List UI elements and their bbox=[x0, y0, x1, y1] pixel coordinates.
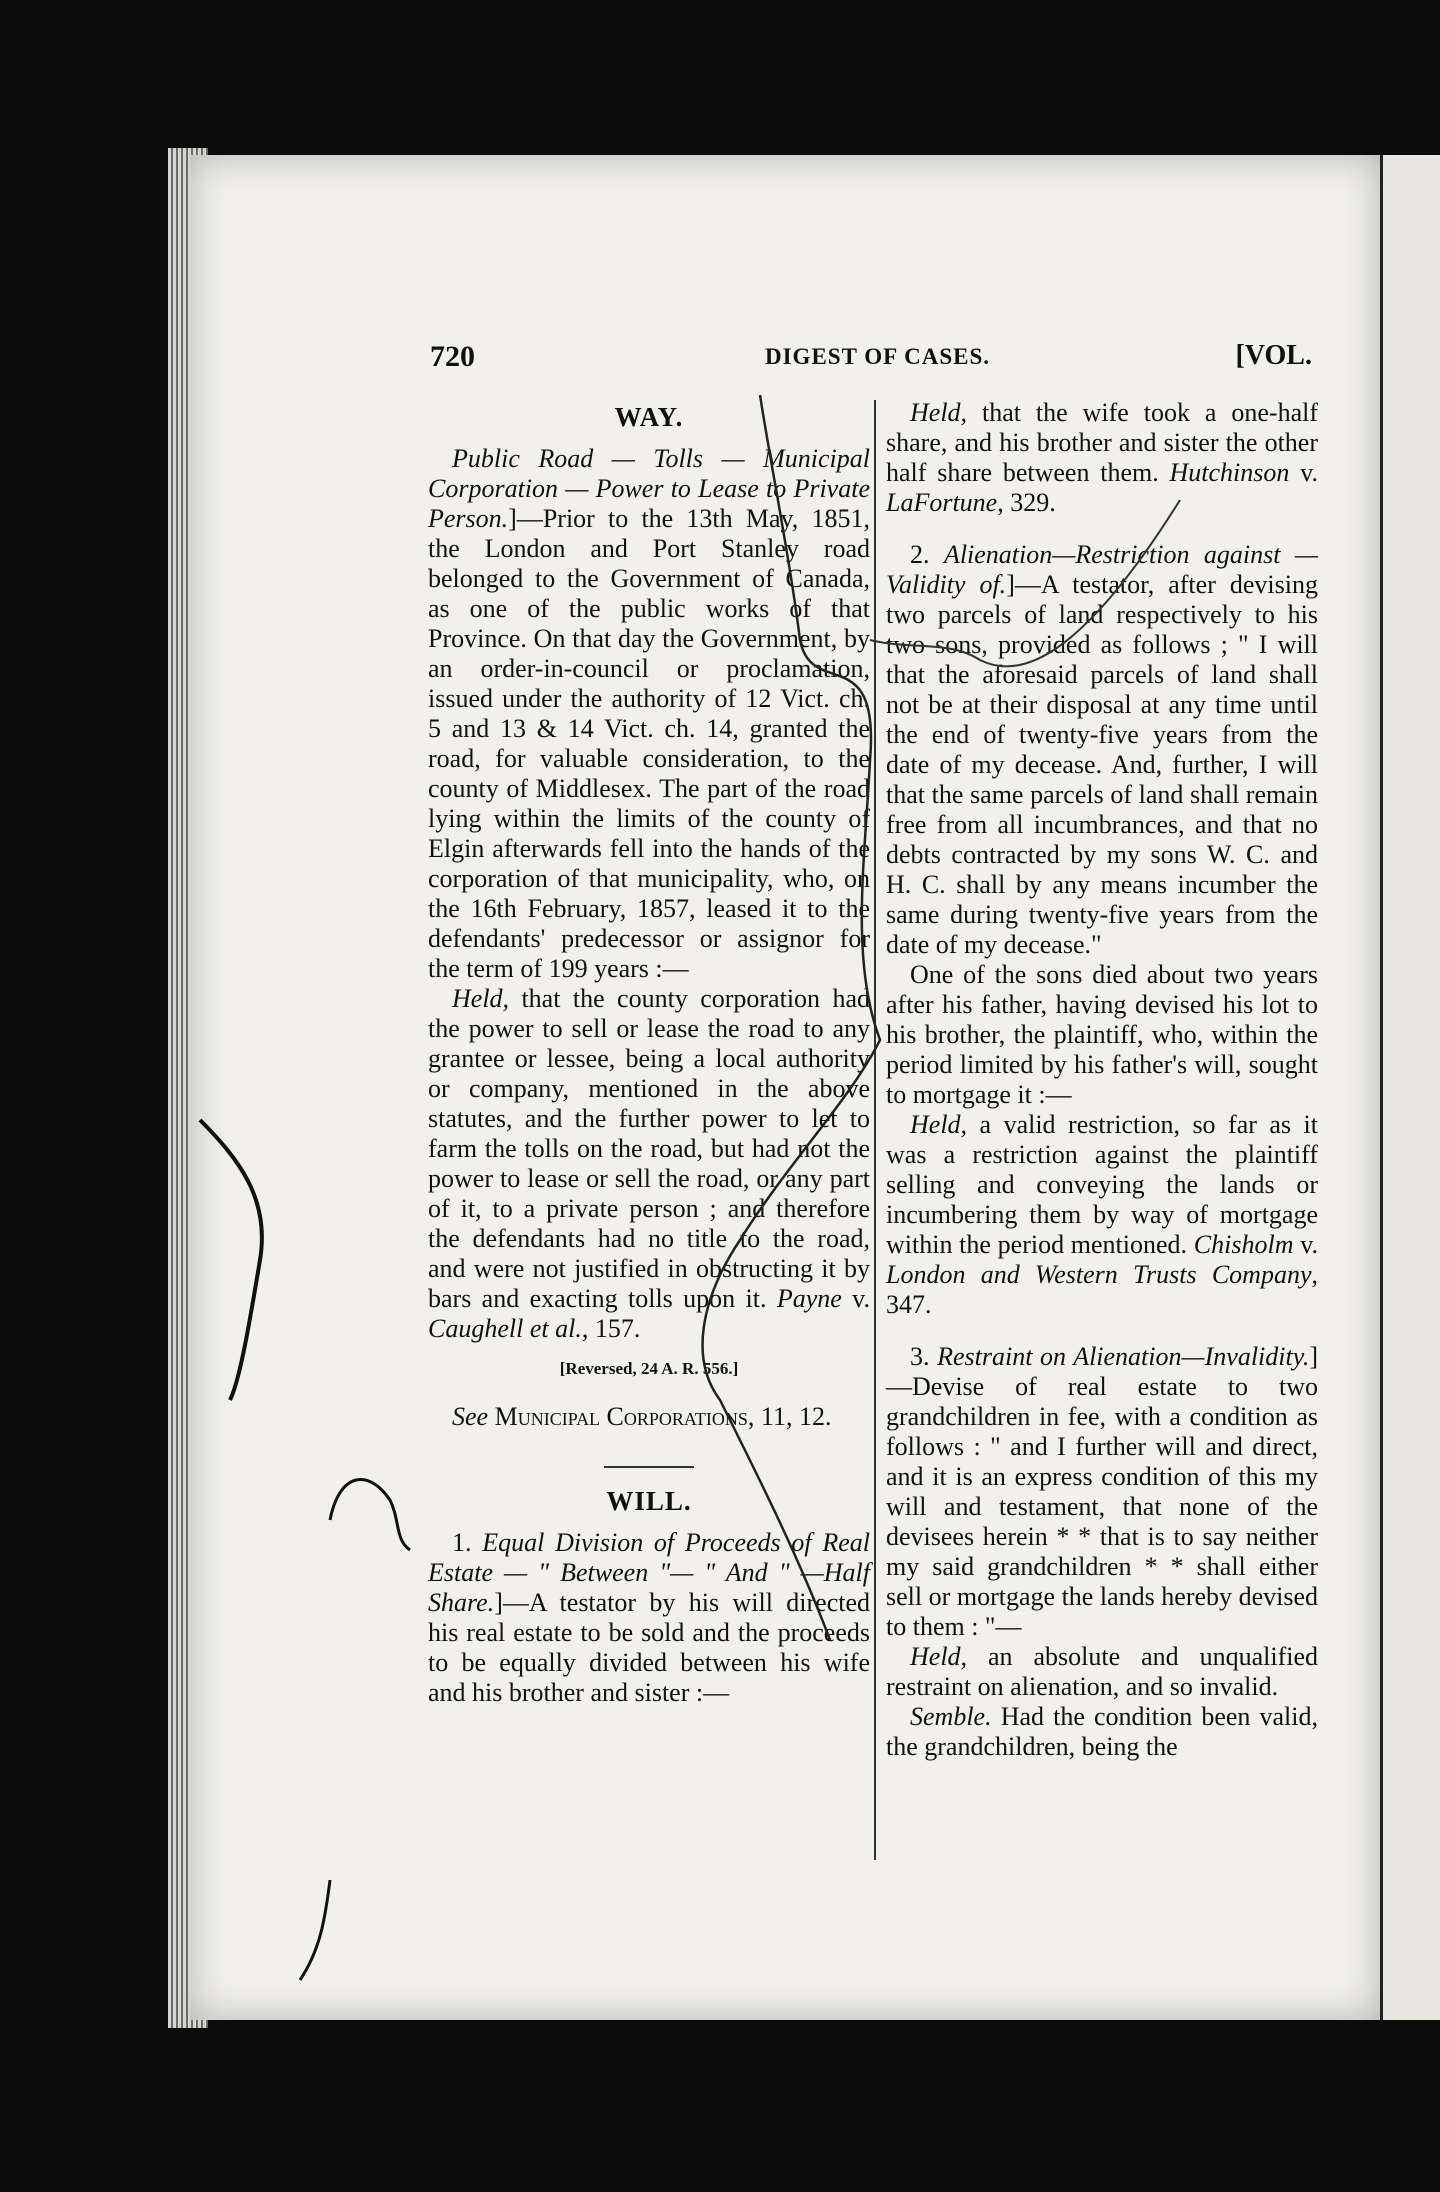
case-v: v. bbox=[1293, 1230, 1319, 1259]
held-label: Held, bbox=[910, 1642, 968, 1671]
case-name: Payne bbox=[776, 1284, 842, 1313]
held-body: an absolute and unqualified restraint on alienation, and so invalid. bbox=[886, 1642, 1318, 1701]
held-label: Held, bbox=[910, 398, 968, 427]
held-label: Held, bbox=[910, 1110, 968, 1139]
will-entry-2 bbox=[886, 540, 1318, 960]
way-entry-1 bbox=[428, 444, 870, 984]
entry-body: ]—Devise of real estate to two grandchildren in fee, with a condition as follows : " and I further will and direct, and it is an express condition of this my will and testament, that none of the devisees herein * * that is to say neither my said grandchildren * * shall either sell or mortgage the lands hereby devised to them : "— bbox=[886, 1342, 1318, 1641]
adjacent-page-strip bbox=[1380, 155, 1440, 2020]
way-entry-1-held bbox=[428, 984, 870, 1344]
entry-body: ]—Prior to the 13th May, 1851, the London and Port Stanley road belonged to the Government of Canada, as one of the public works of that Province. On that day the Government, by an order-in-council or proclamation, issued under the authority of 12 Vict. ch. 5 and 13 & 14 Vict. ch. 14, granted the road, for valuable consideration, to the county of Middlesex. The part of the road lying within the limits of the county of Elgin afterwards fell into the hands of the corporation of that municipality, who, on the 16th February, 1857, leased it to the defendants' predecessor or assignor for the term of 199 years :— bbox=[428, 504, 870, 983]
held-body: a valid restriction, so far as it was a restriction against the plaintiff selling and conveying the lands or incumbering them by way of mortgage within the period mentioned. bbox=[886, 1110, 1318, 1259]
case-page: , 347. bbox=[886, 1260, 1318, 1319]
will-entry-3-semble bbox=[886, 1702, 1318, 1762]
case-page: , 157. bbox=[581, 1314, 641, 1343]
will-entry-2-facts: One of the sons died about two years after his father, having devised his lot to his brother, the plaintiff, who, within the period limited by his father's will, sought to mortgage it :— bbox=[886, 960, 1318, 1109]
case-name-2: LaFortune bbox=[886, 488, 998, 517]
will-entry-1-held bbox=[886, 398, 1318, 518]
section-rule bbox=[604, 1466, 694, 1468]
running-title: DIGEST OF CASES. bbox=[765, 344, 990, 369]
case-name: Chisholm bbox=[1193, 1230, 1294, 1259]
section-heading-will: WILL. bbox=[606, 1486, 692, 1516]
case-name-2: Caughell et al. bbox=[428, 1314, 582, 1343]
see-numbers: , 11, 12. bbox=[747, 1402, 832, 1431]
case-page: , 329. bbox=[997, 488, 1056, 517]
entry-title: Public Road — Tolls — Municipal Corporation — Power to Lease to Private Person. bbox=[428, 444, 870, 533]
see-also-ref bbox=[428, 1402, 870, 1432]
right-column bbox=[886, 398, 1318, 1762]
semble-label: Semble. bbox=[910, 1702, 992, 1731]
semble-body: Had the condition been valid, the grandchildren, being the bbox=[886, 1702, 1318, 1761]
will-entry-2-held bbox=[886, 1110, 1318, 1320]
volume-label: [VOL. bbox=[1235, 340, 1312, 371]
held-body: that the wife took a one-half share, and his brother and sister the other half share between them. bbox=[886, 398, 1318, 487]
page-header bbox=[430, 340, 1312, 380]
entry-title: Equal Division of Proceeds of Real Estate — " Between "— " And " —Half Share. bbox=[428, 1528, 871, 1617]
column-divider bbox=[874, 400, 876, 1860]
see-reference: Municipal Corporations bbox=[488, 1402, 748, 1431]
held-label: Held, bbox=[452, 984, 510, 1013]
entry-title: Alienation—Restriction against —Validity of. bbox=[886, 540, 1319, 599]
case-v: v. bbox=[841, 1284, 870, 1313]
will-entry-3-held bbox=[886, 1642, 1318, 1702]
entry-body: ]—A testator by his will directed his real estate to be sold and the proceeds to be equally divided between his wife and his brother and sister :— bbox=[428, 1588, 870, 1707]
entry-body: ]—A testator, after devising two parcels of land respectively to his two sons, provided as follows ; " I will that the aforesaid parcels of land shall not be at their disposal at any time until the end of twenty-five years from the date of my decease. And, further, I will that the same parcels of land shall remain free from all incumbrances, and that no debts contracted by my sons W. C. and H. C. shall by any means incumber the same during twenty-five years from the date of my decease." bbox=[886, 570, 1318, 959]
see-label: See bbox=[452, 1402, 489, 1431]
case-name: Hutchinson bbox=[1169, 458, 1290, 487]
left-column bbox=[428, 398, 870, 1708]
will-entry-1 bbox=[428, 1528, 870, 1708]
entry-title: Restraint on Alienation—Invalidity. bbox=[937, 1342, 1310, 1371]
will-entry-3 bbox=[886, 1342, 1318, 1642]
case-name-2: London and Western Trusts Company bbox=[886, 1260, 1312, 1289]
section-heading-way: WAY. bbox=[614, 402, 684, 432]
entry-number: 1. bbox=[452, 1528, 483, 1557]
case-v: v. bbox=[1289, 458, 1318, 487]
entry-number: 3. bbox=[910, 1342, 938, 1371]
entry-number: 2. bbox=[910, 540, 944, 569]
page-number: 720 bbox=[430, 340, 475, 373]
reversed-note: [Reversed, 24 A. R. 556.] bbox=[559, 1359, 739, 1378]
held-body: that the county corporation had the power to sell or lease the road to any grantee or lessee, being a local authority or company, mentioned in the above statutes, and the further power to let to farm the tolls on the road, but had not the power to lease or sell the road, or any part of it, to a private person ; and therefore the defendants had no title to the road, and were not justified in obstructing it by bars and exacting tolls upon it. bbox=[428, 984, 870, 1313]
